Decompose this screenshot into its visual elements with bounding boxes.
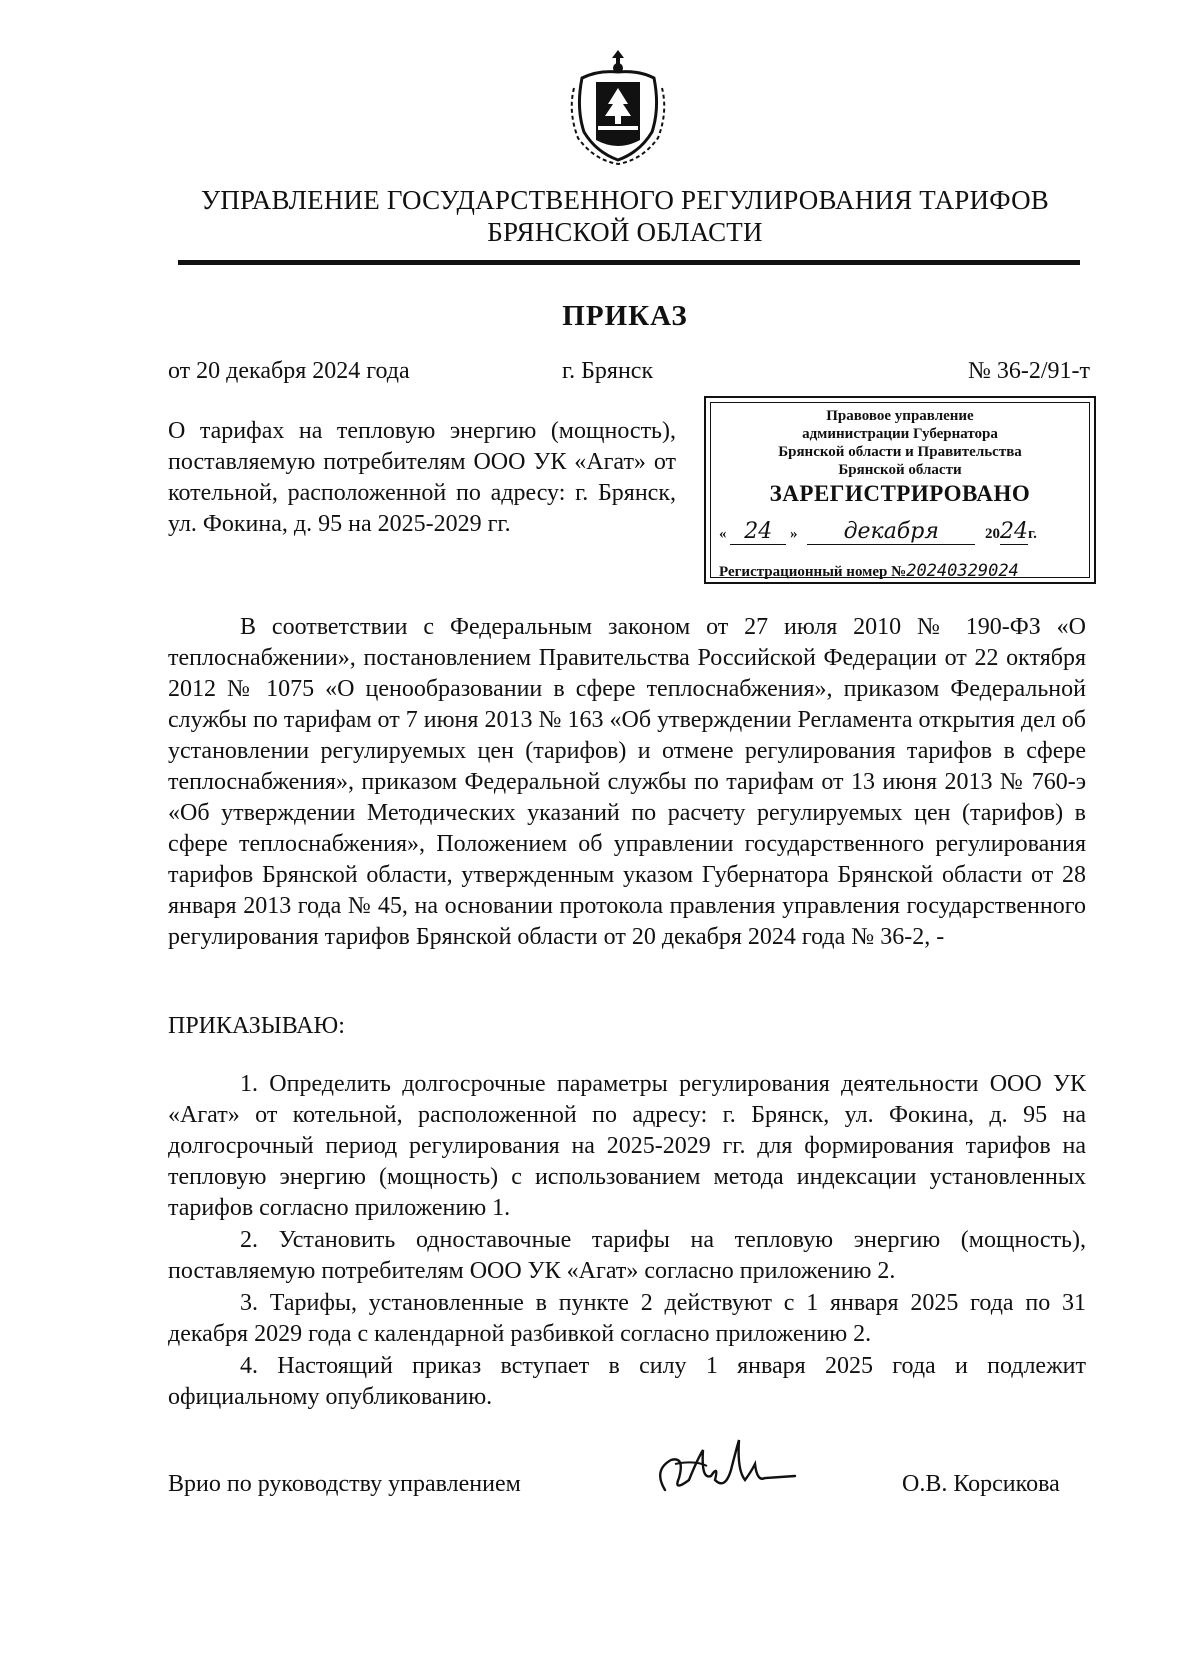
signatory-position: Врио по руководству управлением [168, 1471, 521, 1497]
stamp-reg-number: 20240329024 [906, 561, 1019, 581]
header-divider [178, 260, 1080, 265]
order-item-2: 2. Установить одноставочные тарифы на тепловую энергию (мощность), поставляемую потребителям ООО УК «Агат» согласно приложению 2. [168, 1227, 1086, 1284]
stamp-registered-label: ЗАРЕГИСТРИРОВАНО [769, 481, 1031, 506]
handwritten-signature [645, 1420, 805, 1510]
stamp-year-unit: г. [1028, 526, 1037, 542]
stamp-reg-label: Регистрационный номер № [719, 564, 907, 580]
organization-name-line2: БРЯНСКОЙ ОБЛАСТИ [487, 217, 763, 247]
coat-of-arms-emblem [568, 48, 668, 166]
preamble-paragraph: В соответствии с Федеральным законом от 27 июля 2010 № 190-ФЗ «О теплоснабжении», постановлением Правительства Российской Федерации от 22 октября 2012 № 1075 «О ценообразовании в сфере теплоснабжения», приказом Федеральной службы по тарифам от 7 июня 2013 № 163 «Об утверждении Регламента открытия дел об установлении регулируемых цен (тарифов) и отмене регулирования тарифов в сфере теплоснабжения», приказом Федеральной службы по тарифам от 13 июня 2013 № 760-э «Об утверждении Методических указаний по расчету регулируемых цен (тарифов) в сфере теплоснабжения», Положением об управлении государственного регулирования тарифов Брянской области, утвержденным указом Губернатора Брянской области от 28 января 2013 года № 45, на основании протокола правления управления государственного регулирования тарифов Брянской области от 20 декабря 2024 года № 36-2, - [168, 614, 1086, 950]
stamp-line1: Правовое управление [826, 408, 974, 424]
document-city: г. Брянск [562, 358, 654, 384]
stamp-inner-frame [710, 402, 1090, 581]
signatory-name: О.В. Корсикова [902, 1471, 1060, 1497]
order-word: ПРИКАЗЫВАЮ: [168, 1013, 345, 1039]
document-subject: О тарифах на тепловую энергию (мощность), поставляемую потребителям ООО УК «Агат» от котельной, расположенной по адресу: г. Брянск, ул. Фокина, д. 95 на 2025-2029 гг. [168, 418, 676, 537]
stamp-line3: Брянской области и Правительства [778, 444, 1022, 460]
stamp-registration-line [719, 561, 1083, 581]
stamp-year-prefix: 20 [985, 526, 1000, 542]
registration-stamp [704, 396, 1096, 584]
document-number: № 36-2/91-т [967, 358, 1090, 384]
stamp-line4: Брянской области [838, 462, 962, 478]
stamp-year-suffix: 24 [1000, 519, 1028, 544]
document-title: ПРИКАЗ [562, 300, 688, 332]
stamp-line2: администрации Губернатора [802, 426, 998, 442]
stamp-month: декабря [807, 519, 975, 545]
order-item-3: 3. Тарифы, установленные в пункте 2 действуют с 1 января 2025 года по 31 декабря 2029 года с календарной разбивкой согласно приложению 2. [168, 1290, 1086, 1347]
order-item-4: 4. Настоящий приказ вступает в силу 1 января 2025 года и подлежит официальному опубликованию. [168, 1353, 1086, 1410]
stamp-day: 24 [730, 519, 786, 545]
organization-name-line1: УПРАВЛЕНИЕ ГОСУДАРСТВЕННОГО РЕГУЛИРОВАНИЯ ТАРИФОВ [201, 185, 1049, 215]
order-item-1: 1. Определить долгосрочные параметры регулирования деятельности ООО УК «Агат» от котельной, расположенной по адресу: г. Брянск, ул. Фокина, д. 95 на долгосрочный период регулирования на 2025-2029 гг. для формирования тарифов на тепловую энергию (мощность) с использованием метода индексации установленных тарифов согласно приложению 1. [168, 1071, 1086, 1221]
document-date: от 20 декабря 2024 года [168, 358, 410, 384]
stamp-date-line: « 24 » декабря 2024г. [719, 519, 1037, 544]
